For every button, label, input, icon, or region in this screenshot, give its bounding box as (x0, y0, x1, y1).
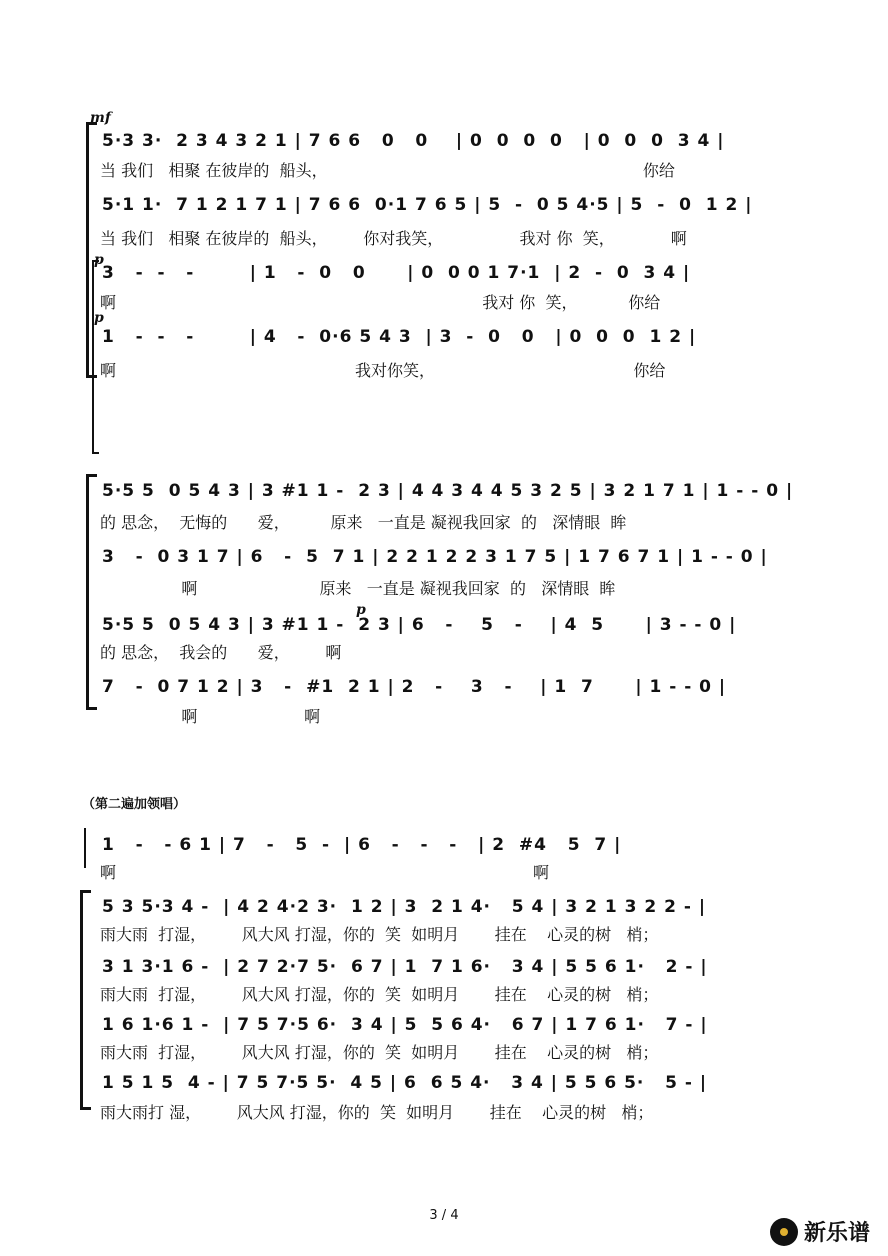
dynamic-marking: p (94, 252, 104, 268)
notes: 3 - - - | 1 - 0 0 | 0 0 0 1 7·1 | 2 - 0 3 4 | (102, 263, 691, 283)
lyrics: 的 思念， 无悔的 爱， 原来 一直是 凝视我回家 的 深情眼 眸 (100, 513, 627, 532)
notes: 1 - - - | 4 - 0·6 5 4 3 | 3 - 0 0 | 0 0 0 1 2 | (102, 327, 697, 347)
lyrics: 的 思念， 我会的 爱， 啊 (100, 643, 342, 662)
voice-row-3 (98, 260, 818, 290)
notes: 3 1 3·1 6 - | 2 7 2·7 5· 6 7 | 1 7 1 6· 3 4 | 5 5 6 1· 2 - | (102, 957, 708, 977)
notes: 3 - 0 3 1 7 | 6 - 5 7 1 | 2 2 1 2 2 3 1 7 5 | 1 7 6 7 1 | 1 - - 0 | (102, 547, 768, 567)
voice-row-4 (98, 1070, 818, 1100)
lyrics: 雨大雨打 湿， 风大风 打湿，你的 笑 如明月 挂在 心灵的树 梢； (100, 1103, 654, 1122)
lyrics: 啊 我对 你 笑， 你给 (100, 293, 661, 312)
lyrics: 啊 我对你笑， 你给 (100, 361, 666, 380)
voice-row-3 (98, 1012, 818, 1042)
voice-row-2 (98, 192, 818, 222)
page-number: 3 / 4 (429, 1208, 459, 1223)
notes: 1 - - 6 1 | 7 - 5 - | 6 - - - | 2 #4 5 7 | (102, 835, 622, 855)
voice-row-4 (98, 324, 818, 354)
score-system-3 (0, 790, 888, 1140)
logo-text: 新乐谱 (803, 1221, 870, 1246)
section-annotation: （第二遍加领唱） (82, 797, 187, 812)
notes: 1 6 1·6 1 - | 7 5 7·5 6· 3 4 | 5 5 6 4· 6 7 | 1 7 6 1· 7 - | (102, 1015, 708, 1035)
lyrics: 当 我们 相聚 在彼岸的 船头， 你给 (100, 161, 675, 180)
dynamic-marking: p (356, 602, 366, 618)
system-bracket (80, 890, 91, 1110)
notes: 5·5 5 0 5 4 3 | 3 #1 1 - 2 3 | 6 - 5 - | 4 5 | 3 - - 0 | (102, 615, 737, 635)
voice-row-1 (98, 478, 818, 508)
voice-row-3 (98, 612, 818, 642)
voice-row-1 (98, 128, 818, 158)
notes: 5·3 3· 2 3 4 3 2 1 | 7 6 6 0 0 | 0 0 0 0 | 0 0 0 3 4 | (102, 131, 725, 151)
voice-row-4 (98, 674, 818, 704)
lyrics: 雨大雨 打湿， 风大风 打湿，你的 笑 如明月 挂在 心灵的树 梢； (100, 1043, 659, 1062)
voice-row-1 (98, 894, 818, 924)
site-logo (770, 1216, 870, 1247)
notes: 5·1 1· 7 1 2 1 7 1 | 7 6 6 0·1 7 6 5 | 5 - 0 5 4·5 | 5 - 0 1 2 | (102, 195, 753, 215)
dynamic-marking: mf (90, 110, 111, 126)
lyrics: 啊 啊 (100, 707, 321, 726)
lyrics: 啊 啊 (100, 863, 550, 882)
voice-row-2 (98, 954, 818, 984)
solo-row (98, 832, 818, 862)
lyrics: 雨大雨 打湿， 风大风 打湿，你的 笑 如明月 挂在 心灵的树 梢； (100, 985, 659, 1004)
lyrics: 雨大雨 打湿， 风大风 打湿，你的 笑 如明月 挂在 心灵的树 梢； (100, 925, 659, 944)
notes: 7 - 0 7 1 2 | 3 - #1 2 1 | 2 - 3 - | 1 7 | 1 - - 0 | (102, 677, 727, 697)
system-bracket (86, 474, 97, 710)
score-system-1 (0, 100, 888, 390)
notes: 1 5 1 5 4 - | 7 5 7·5 5· 4 5 | 6 6 5 4· 3 4 | 5 5 6 5· 5 - | (102, 1073, 708, 1093)
voice-row-2 (98, 544, 818, 574)
lyrics: 啊 原来 一直是 凝视我回家 的 深情眼 眸 (100, 579, 616, 598)
lyrics: 当 我们 相聚 在彼岸的 船头， 你对我笑， 我对 你 笑， 啊 (100, 229, 687, 248)
notes: 5·5 5 0 5 4 3 | 3 #1 1 - 2 3 | 4 4 3 4 4 5 3 2 5 | 3 2 1 7 1 | 1 - - 0 | (102, 481, 794, 501)
dynamic-marking: p (94, 310, 104, 326)
solo-bar-line (84, 828, 86, 868)
notes: 5 3 5·3 4 - | 4 2 4·2 3· 1 2 | 3 2 1 4· 5 4 | 3 2 1 3 2 2 - | (102, 897, 707, 917)
record-disc-icon (770, 1218, 798, 1246)
score-system-2 (0, 470, 888, 730)
